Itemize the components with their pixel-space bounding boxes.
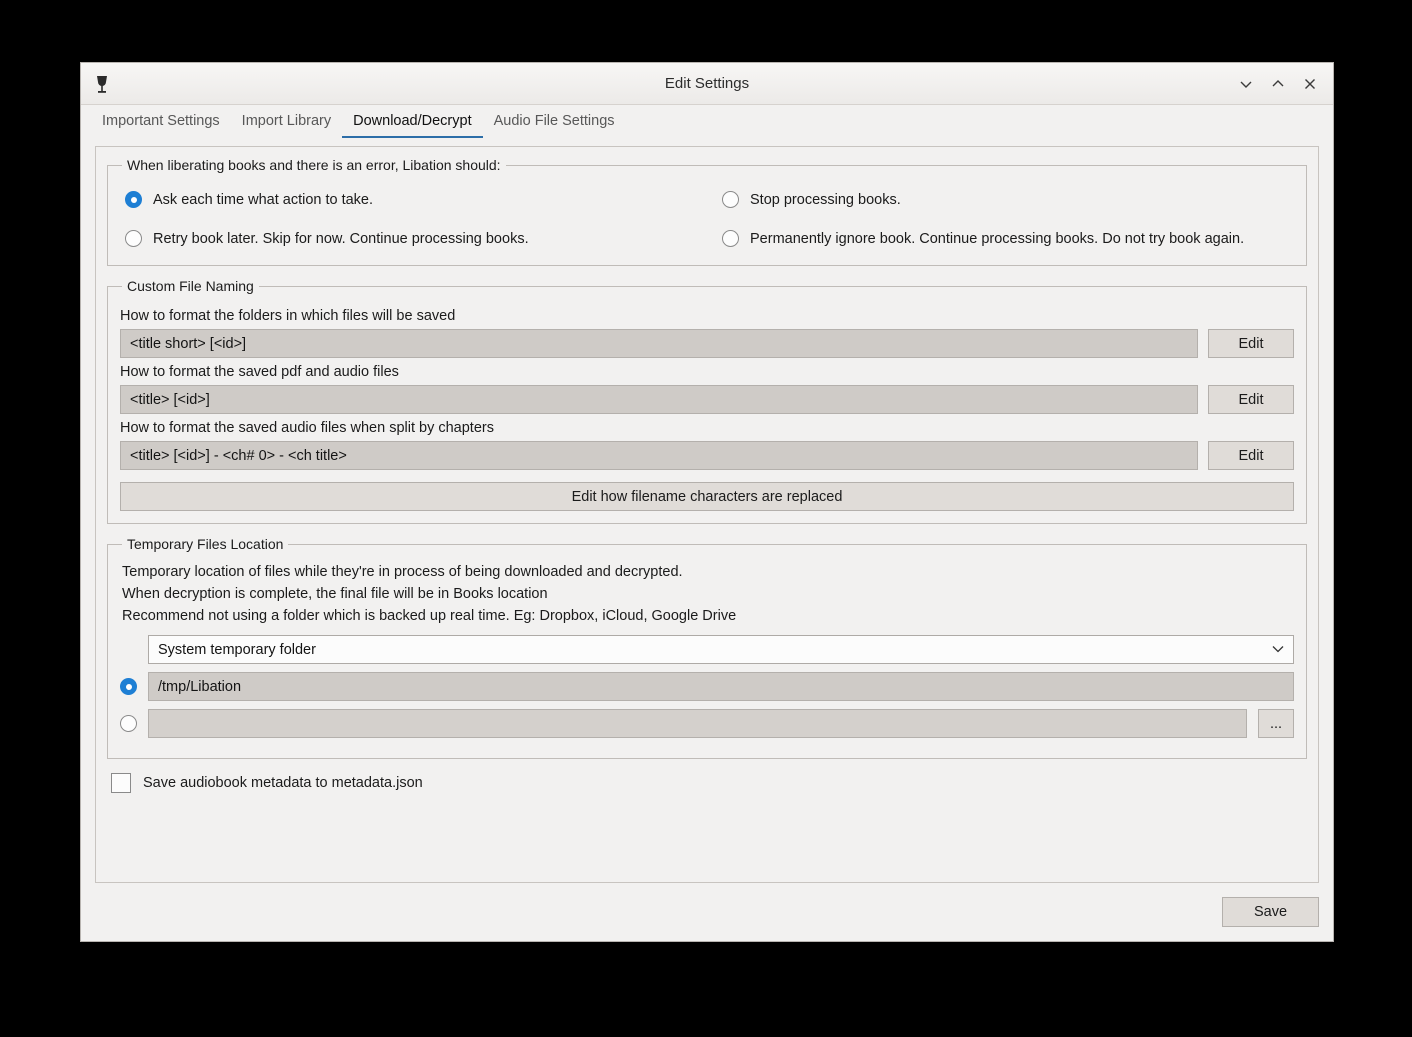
tab-download-decrypt[interactable]: Download/Decrypt <box>342 113 482 138</box>
settings-body <box>81 138 1333 883</box>
option-label: Retry book later. Skip for now. Continue processing books. <box>153 230 529 247</box>
save-metadata-row[interactable] <box>111 773 1307 793</box>
radio-temp-custom[interactable] <box>120 715 137 732</box>
folder-format-input[interactable]: <title short> [<id>] <box>120 329 1198 358</box>
description-line-1: Temporary location of files while they're in process of being downloaded and decrypted. <box>122 564 683 580</box>
tab-bar <box>81 105 1333 138</box>
option-stop-processing[interactable] <box>722 191 1294 208</box>
option-retry-later[interactable] <box>125 230 722 247</box>
close-icon[interactable] <box>1301 75 1319 93</box>
error-handling-legend: When liberating books and there is an error, Libation should: <box>127 157 501 173</box>
radio-retry-later[interactable] <box>125 230 142 247</box>
temporary-files-legend: Temporary Files Location <box>127 536 284 552</box>
temp-folder-select[interactable] <box>148 635 1294 664</box>
file-format-label: How to format the saved pdf and audio files <box>120 364 399 380</box>
description-line-3: Recommend not using a folder which is backed up real time. Eg: Dropbox, iCloud, Google Drive <box>122 607 737 624</box>
error-options-grid <box>120 181 1294 253</box>
edit-filename-characters-button[interactable]: Edit how filename characters are replaced <box>120 482 1294 511</box>
file-format-row <box>120 385 1294 414</box>
file-format-edit-button[interactable]: Edit <box>1208 385 1294 414</box>
wine-glass-icon <box>90 72 114 96</box>
save-metadata-checkbox[interactable] <box>111 773 131 793</box>
chapter-format-input[interactable]: <title> [<id>] - <ch# 0> - <ch title> <box>120 441 1198 470</box>
option-label: Stop processing books. <box>750 191 901 208</box>
tab-audio-file-settings[interactable]: Audio File Settings <box>493 113 615 129</box>
tab-import-library[interactable]: Import Library <box>241 113 332 129</box>
temp-path-input[interactable]: /tmp/Libation <box>148 672 1294 701</box>
custom-file-naming-group <box>107 278 1307 524</box>
radio-stop-processing[interactable] <box>722 191 739 208</box>
title-bar <box>81 63 1333 105</box>
file-format-input[interactable]: <title> [<id>] <box>120 385 1198 414</box>
option-label: Ask each time what action to take. <box>153 191 374 208</box>
temp-custom-row <box>120 709 1294 738</box>
browse-folder-button[interactable]: ... <box>1258 709 1294 738</box>
option-ask-each-time[interactable] <box>125 191 722 208</box>
window-title: Edit Settings <box>664 75 750 92</box>
temp-custom-input[interactable] <box>148 709 1247 738</box>
footer-bar <box>81 883 1333 941</box>
tab-important-settings[interactable]: Important Settings <box>102 113 220 129</box>
minimize-icon[interactable] <box>1237 75 1255 93</box>
custom-file-naming-legend: Custom File Naming <box>127 278 254 294</box>
maximize-icon[interactable] <box>1269 75 1287 93</box>
edit-settings-window <box>80 62 1334 942</box>
temp-folder-select-value: System temporary folder <box>158 641 316 658</box>
radio-permanently-ignore[interactable] <box>722 230 739 247</box>
radio-ask-each-time[interactable] <box>125 191 142 208</box>
radio-temp-path[interactable] <box>120 678 137 695</box>
temporary-files-group <box>107 536 1307 759</box>
save-metadata-label: Save audiobook metadata to metadata.json <box>143 775 423 792</box>
temp-path-row <box>120 672 1294 701</box>
chapter-format-label: How to format the saved audio files when split by chapters <box>120 420 494 436</box>
temp-dropdown-row <box>120 635 1294 664</box>
option-label: Permanently ignore book. Continue processing books. Do not try book again. <box>750 230 1245 247</box>
chapter-format-row <box>120 441 1294 470</box>
chapter-format-edit-button[interactable]: Edit <box>1208 441 1294 470</box>
error-handling-group <box>107 157 1307 266</box>
save-button[interactable]: Save <box>1222 897 1319 927</box>
folder-format-edit-button[interactable]: Edit <box>1208 329 1294 358</box>
download-decrypt-panel <box>95 146 1319 883</box>
option-permanently-ignore[interactable] <box>722 230 1294 247</box>
folder-format-row <box>120 329 1294 358</box>
folder-format-label: How to format the folders in which files will be saved <box>120 308 456 324</box>
chevron-down-icon <box>1272 644 1284 656</box>
temporary-files-description <box>122 562 1294 627</box>
description-line-2: When decryption is complete, the final file will be in Books location <box>122 585 548 602</box>
window-controls <box>1237 75 1333 93</box>
